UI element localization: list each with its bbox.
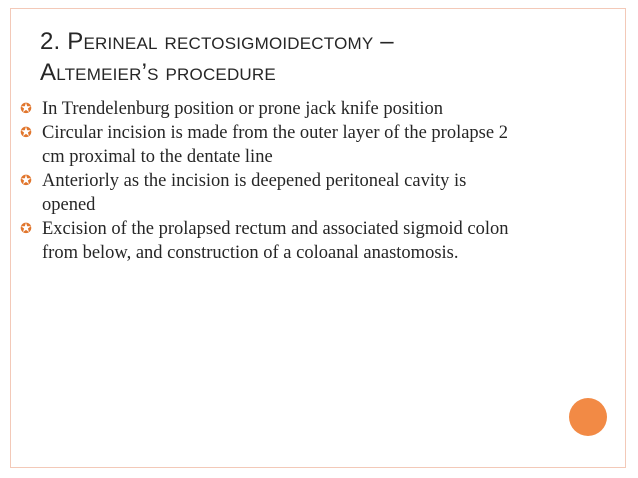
bullet-icon: ✪: [20, 101, 32, 117]
bullet-item: [18, 121, 518, 169]
bullet-text: Anteriorly as the incision is deepened peritoneal cavity is opened: [42, 171, 467, 215]
bullet-item: [18, 217, 518, 265]
bullet-text: Circular incision is made from the outer layer of the prolapse 2 cm proximal to the dentate line: [42, 123, 508, 167]
bullet-item: [18, 97, 518, 121]
bullet-icon: ✪: [20, 173, 32, 189]
title-line-2: Altemeier’s procedure: [40, 59, 276, 86]
bullet-icon: ✪: [20, 125, 32, 141]
bullet-text: In Trendelenburg position or prone jack knife position: [42, 99, 443, 119]
bullet-item: [18, 169, 518, 217]
bullet-text: Excision of the prolapsed rectum and associated sigmoid colon from below, and construction of a coloanal anastomosis.: [42, 219, 509, 263]
orange-circle-decoration: [569, 398, 607, 436]
bullet-list: [18, 97, 518, 265]
title-line-1: 2. Perineal rectosigmoidectomy –: [40, 28, 394, 55]
bullet-icon: ✪: [20, 221, 32, 237]
slide-title: [40, 26, 600, 88]
